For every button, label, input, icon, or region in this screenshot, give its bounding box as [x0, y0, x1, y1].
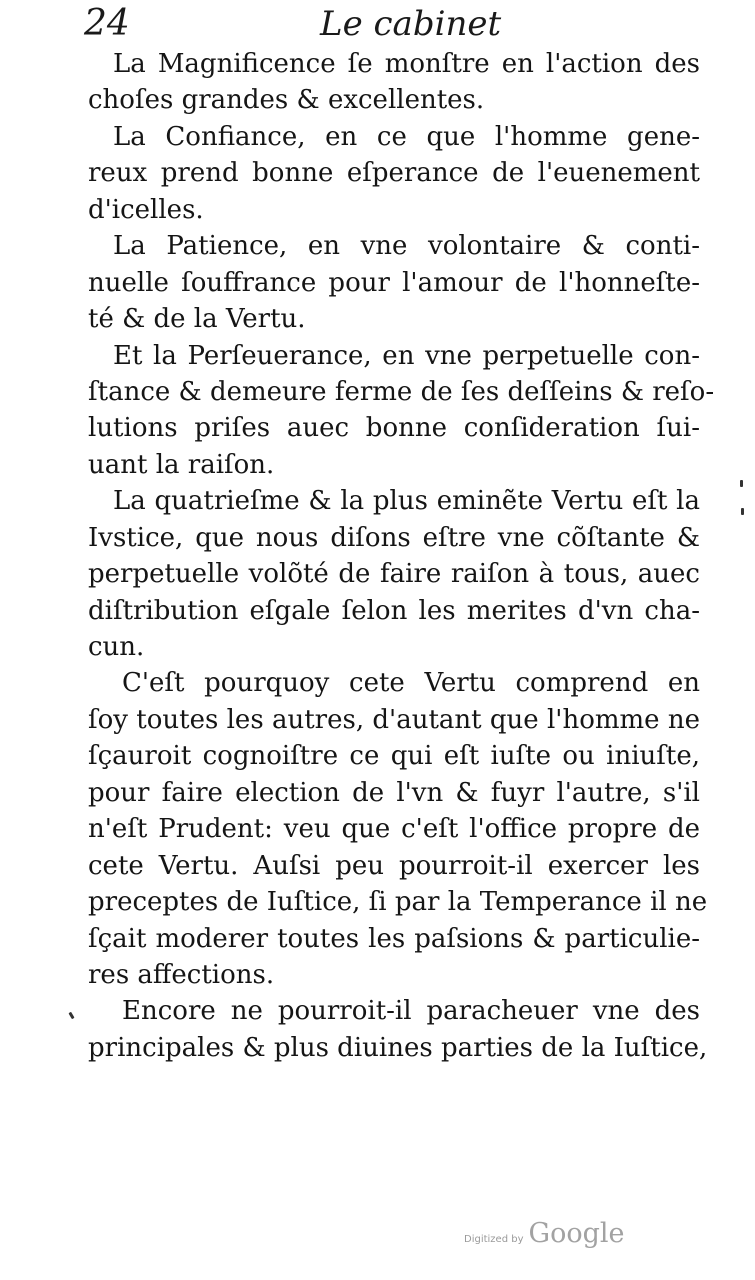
text-line: té & de la Vertu. [88, 304, 306, 335]
text-line: uant la raiſon. [88, 449, 275, 480]
text-line: La Confiance, en ce que l'homme gene- [113, 121, 700, 152]
text-line: diſtribution eſgale ſelon les merites d'vn cha- [88, 595, 700, 626]
text-line: nuelle ſouffrance pour l'amour de l'honneſte- [88, 267, 700, 298]
text-line: d'icelles. [88, 194, 204, 225]
text-line: res affections. [88, 959, 275, 990]
text-line: principales & plus diuines parties de la Iuſtice, [88, 1032, 708, 1063]
text-line: ſçait moderer toutes les paſsions & particulie- [88, 923, 700, 954]
text-line: La Patience, en vne volontaire & conti- [113, 231, 700, 262]
ink-speck [740, 480, 743, 487]
ink-speck [741, 508, 744, 515]
text-line: lutions priſes auec bonne conſideration ſui- [88, 413, 700, 444]
text-line: cete Vertu. Auſsi peu pourroit-il exercer les [88, 850, 700, 881]
text-line: C'eſt pourquoy cete Vertu comprend en [122, 668, 700, 699]
text-line: pour faire election de l'vn & fuyr l'autre, s'il [88, 777, 700, 808]
text-line: ſtance & demeure ferme de ſes deſſeins & reſo- [88, 376, 715, 407]
text-line: Encore ne pourroit-il paracheuer vne des [122, 996, 700, 1027]
text-line: ſoy toutes les autres, d'autant que l'homme ne [88, 704, 700, 735]
text-line: La quatrieſme & la plus eminẽte Vertu eſt la [113, 486, 700, 517]
text-line: perpetuelle volõté de faire raiſon à tous, auec [88, 559, 700, 590]
digitized-watermark [464, 1218, 624, 1249]
ink-speck [68, 1012, 74, 1020]
text-line: reux prend bonne eſperance de l'euenement [88, 158, 700, 189]
watermark-prefix: Digitized by [464, 1234, 524, 1245]
text-line: preceptes de Iuſtice, ſi par la Temperance il ne [88, 887, 708, 918]
body-text [88, 46, 715, 1066]
text-line: Et la Perſeuerance, en vne perpetuelle con- [113, 340, 700, 371]
page-number: 24 [84, 3, 130, 44]
text-line: n'eſt Prudent: veu que c'eſt l'office propre de [88, 814, 700, 845]
text-line: Ivstice, que nous diſons eſtre vne cõſtante & [88, 522, 700, 553]
text-line: La Magnificence ſe monſtre en l'action des [113, 49, 700, 79]
text-line: ſçauroit cognoiſtre ce qui eſt iuſte ou iniuſte, [88, 741, 700, 772]
text-line: cun. [88, 632, 145, 662]
watermark-brand: Google [528, 1218, 625, 1249]
text-line: choſes grandes & excellentes. [88, 85, 485, 116]
running-title: Le cabinet [320, 4, 502, 44]
